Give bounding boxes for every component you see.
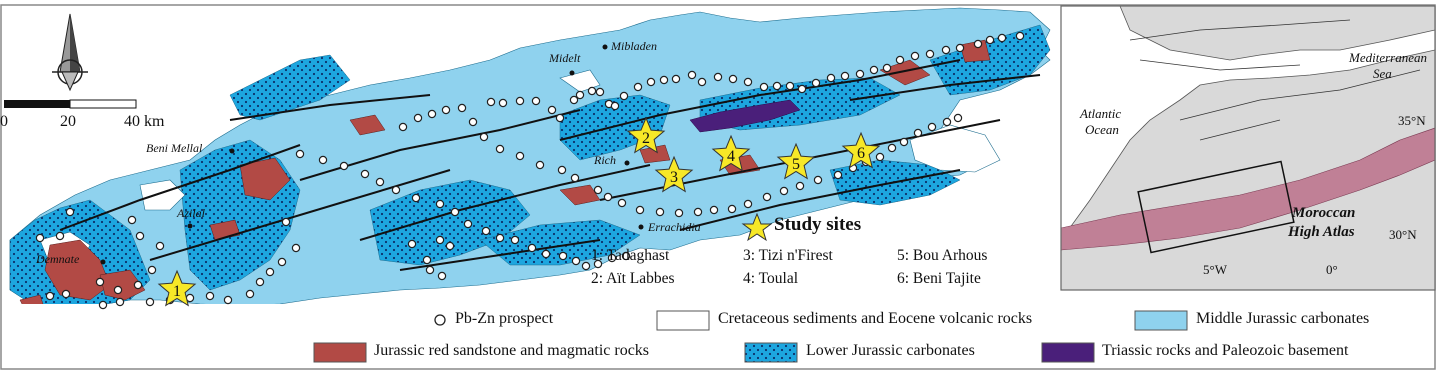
pbzn-prospect-marker	[399, 123, 406, 130]
pbzn-prospect-marker	[798, 85, 805, 92]
study-site-number: 6	[857, 145, 865, 162]
town-dot	[230, 149, 235, 154]
pbzn-prospect-marker	[974, 40, 981, 47]
inset-mediterranean: Mediterranean	[1349, 50, 1427, 65]
pbzn-prospect-marker	[773, 82, 780, 89]
pbzn-prospect-marker	[319, 156, 326, 163]
swatch-red-sandstone	[314, 343, 366, 362]
north-arrow-icon	[52, 14, 88, 90]
pbzn-prospect-marker	[572, 257, 579, 264]
pbzn-prospect-marker	[278, 258, 285, 265]
legend-triassic: Triassic rocks and Paleozoic basement	[1102, 342, 1349, 359]
pbzn-legend-icon	[435, 315, 445, 325]
pbzn-prospect-marker	[46, 292, 53, 299]
pbzn-prospect-marker	[672, 75, 679, 82]
study-site-number: 4	[727, 148, 735, 165]
pbzn-prospect-marker	[986, 36, 993, 43]
site-list-col3	[897, 244, 987, 290]
inset-sea: Sea	[1373, 66, 1392, 81]
legend-middle-jurassic: Middle Jurassic carbonates	[1196, 310, 1370, 327]
pbzn-prospect-marker	[558, 166, 565, 173]
pbzn-prospect-marker	[206, 292, 213, 299]
swatch-cretaceous	[657, 311, 709, 330]
pbzn-prospect-marker	[438, 272, 445, 279]
pbzn-prospect-marker	[943, 118, 950, 125]
pbzn-prospect-marker	[675, 209, 682, 216]
pbzn-prospect-marker	[423, 256, 430, 263]
scale-label-20: 20	[60, 113, 76, 130]
town-midelt: Midelt	[549, 51, 581, 65]
site-list-item: 4: Toulal	[743, 270, 799, 287]
inset-ocean: Ocean	[1085, 122, 1119, 137]
site-list-item: 6: Beni Tajite	[897, 270, 981, 287]
study-site-number: 3	[670, 169, 678, 186]
pbzn-prospect-marker	[412, 194, 419, 201]
main-map	[10, 8, 1050, 310]
pbzn-prospect-marker	[956, 44, 963, 51]
pbzn-prospect-marker	[256, 278, 263, 285]
pbzn-prospect-marker	[148, 266, 155, 273]
pbzn-prospect-marker	[436, 200, 443, 207]
pbzn-prospect-marker	[414, 114, 421, 121]
pbzn-prospect-marker	[780, 187, 787, 194]
pbzn-prospect-marker	[786, 82, 793, 89]
pbzn-prospect-marker	[728, 205, 735, 212]
study-site-number: 1	[173, 283, 181, 300]
pbzn-prospect-marker	[620, 92, 627, 99]
legend-red-sandstone: Jurassic red sandstone and magmatic rocks	[374, 342, 650, 359]
pbzn-prospect-marker	[634, 83, 641, 90]
pbzn-prospect-marker	[146, 298, 153, 305]
pbzn-prospect-marker	[480, 133, 487, 140]
pbzn-prospect-marker	[458, 104, 465, 111]
pbzn-prospect-marker	[570, 96, 577, 103]
pbzn-prospect-marker	[426, 266, 433, 273]
town-demnate: Demnate	[36, 252, 80, 266]
pbzn-prospect-marker	[729, 75, 736, 82]
inset-lat-35: 35°N	[1398, 113, 1426, 128]
pbzn-prospect-marker	[942, 46, 949, 53]
pbzn-prospect-marker	[896, 56, 903, 63]
study-site-number: 5	[792, 156, 800, 173]
site-list-item: 3: Tizi n'Firest	[743, 247, 833, 264]
pbzn-prospect-marker	[116, 298, 123, 305]
pbzn-prospect-marker	[710, 206, 717, 213]
inset-map	[1061, 6, 1435, 290]
pbzn-prospect-marker	[914, 129, 921, 136]
pbzn-prospect-marker	[856, 70, 863, 77]
town-azilal: Azilal	[177, 206, 206, 220]
pbzn-prospect-marker	[559, 252, 566, 259]
pbzn-prospect-marker	[376, 178, 383, 185]
pbzn-prospect-marker	[511, 236, 518, 243]
pbzn-prospect-marker	[516, 152, 523, 159]
site-list-item: 5: Bou Arhous	[897, 247, 988, 264]
pbzn-prospect-marker	[516, 97, 523, 104]
pbzn-prospect-marker	[694, 208, 701, 215]
swatch-triassic	[1042, 343, 1094, 362]
pbzn-prospect-marker	[576, 91, 583, 98]
pbzn-prospect-marker	[636, 206, 643, 213]
town-rich: Rich	[594, 153, 616, 167]
pbzn-prospect-marker	[556, 114, 563, 121]
inset-lon-0: 0°	[1326, 262, 1338, 277]
pbzn-prospect-marker	[532, 97, 539, 104]
study-site-number: 2	[642, 130, 650, 147]
pbzn-prospect-marker	[451, 208, 458, 215]
legend-pbzn: Pb-Zn prospect	[455, 310, 554, 327]
pbzn-prospect-marker	[282, 218, 289, 225]
swatch-middle-jurassic	[1135, 311, 1187, 330]
town-beni-mellal: Beni Mellal	[146, 141, 203, 155]
pbzn-prospect-marker	[900, 138, 907, 145]
town-dot	[570, 71, 575, 76]
pbzn-prospect-marker	[536, 161, 543, 168]
pbzn-prospect-marker	[647, 78, 654, 85]
pbzn-prospect-marker	[582, 262, 589, 269]
pbzn-prospect-marker	[763, 193, 770, 200]
pbzn-prospect-marker	[1016, 32, 1023, 39]
pbzn-prospect-marker	[714, 73, 721, 80]
inset-moroccan: Moroccan	[1292, 205, 1356, 221]
pbzn-prospect-marker	[292, 244, 299, 251]
pbzn-prospect-marker	[954, 114, 961, 121]
pbzn-prospect-marker	[361, 170, 368, 177]
pbzn-prospect-marker	[62, 290, 69, 297]
scale-label-0: 0	[0, 113, 8, 130]
pbzn-prospect-marker	[134, 281, 141, 288]
pbzn-prospect-marker	[464, 220, 471, 227]
pbzn-prospect-marker	[96, 278, 103, 285]
pbzn-prospect-marker	[99, 301, 106, 308]
pbzn-prospect-marker	[796, 182, 803, 189]
pbzn-prospect-marker	[340, 162, 347, 169]
town-dot	[639, 225, 644, 230]
pbzn-prospect-marker	[571, 174, 578, 181]
site-list-col1	[591, 244, 675, 290]
site-list-item: 1: Tadaghast	[591, 247, 670, 264]
pbzn-prospect-marker	[442, 106, 449, 113]
scale-bar	[4, 100, 136, 108]
inset-lat-30: 30°N	[1389, 227, 1417, 242]
pbzn-prospect-marker	[928, 123, 935, 130]
site-list-col2	[743, 244, 833, 290]
pbzn-prospect-marker	[618, 199, 625, 206]
pbzn-prospect-marker	[36, 234, 43, 241]
pbzn-prospect-marker	[496, 145, 503, 152]
pbzn-prospect-marker	[760, 83, 767, 90]
pbzn-prospect-marker	[998, 34, 1005, 41]
pbzn-prospect-marker	[246, 290, 253, 297]
pbzn-prospect-marker	[114, 286, 121, 293]
pbzn-prospect-marker	[496, 234, 503, 241]
pbzn-prospect-marker	[841, 72, 848, 79]
town-mibladen: Mibladen	[611, 39, 657, 53]
pbzn-prospect-marker	[812, 79, 819, 86]
pbzn-prospect-marker	[744, 200, 751, 207]
inset-high-atlas: High Atlas	[1288, 224, 1355, 240]
pbzn-prospect-marker	[296, 150, 303, 157]
town-dot	[603, 45, 608, 50]
pbzn-prospect-marker	[870, 66, 877, 73]
town-dot	[188, 224, 193, 229]
town-dot	[625, 161, 630, 166]
pbzn-prospect-marker	[428, 110, 435, 117]
pbzn-prospect-marker	[128, 216, 135, 223]
pbzn-prospect-marker	[698, 78, 705, 85]
pbzn-prospect-marker	[911, 52, 918, 59]
pbzn-prospect-marker	[446, 242, 453, 249]
pbzn-prospect-marker	[528, 244, 535, 251]
inset-atlantic: Atlantic	[1080, 106, 1122, 121]
pbzn-prospect-marker	[604, 193, 611, 200]
pbzn-prospect-marker	[926, 50, 933, 57]
pbzn-prospect-marker	[594, 186, 601, 193]
pbzn-prospect-marker	[266, 268, 273, 275]
pbzn-prospect-marker	[66, 208, 73, 215]
pbzn-prospect-marker	[56, 232, 63, 239]
site-list-item: 2: Aït Labbes	[591, 270, 675, 287]
scale-label-40: 40 km	[124, 113, 165, 130]
pbzn-prospect-marker	[883, 64, 890, 71]
pbzn-prospect-marker	[656, 208, 663, 215]
pbzn-prospect-marker	[136, 232, 143, 239]
pbzn-prospect-marker	[156, 242, 163, 249]
pbzn-prospect-marker	[436, 236, 443, 243]
pbzn-prospect-marker	[688, 71, 695, 78]
legend-cretaceous: Cretaceous sediments and Eocene volcanic rocks	[718, 310, 1033, 327]
pbzn-prospect-marker	[482, 227, 489, 234]
legend-lower-jurassic: Lower Jurassic carbonates	[806, 342, 975, 359]
pbzn-prospect-marker	[487, 98, 494, 105]
study-sites-title: Study sites	[774, 214, 862, 235]
pbzn-prospect-marker	[814, 176, 821, 183]
pbzn-prospect-marker	[548, 106, 555, 113]
pbzn-prospect-marker	[596, 88, 603, 95]
pbzn-prospect-marker	[611, 102, 618, 109]
town-errachidia: Errachidia	[648, 220, 701, 234]
pbzn-prospect-marker	[660, 76, 667, 83]
inset-lon-5w: 5°W	[1203, 262, 1227, 277]
pbzn-prospect-marker	[408, 240, 415, 247]
pbzn-prospect-marker	[827, 74, 834, 81]
pbzn-prospect-marker	[499, 99, 506, 106]
pbzn-prospect-marker	[392, 186, 399, 193]
pbzn-prospect-marker	[588, 87, 595, 94]
swatch-lower-jurassic	[745, 343, 797, 362]
pbzn-prospect-marker	[469, 118, 476, 125]
town-dot	[101, 260, 106, 265]
pbzn-prospect-marker	[834, 171, 841, 178]
pbzn-prospect-marker	[888, 144, 895, 151]
pbzn-prospect-marker	[224, 296, 231, 303]
pbzn-prospect-marker	[876, 153, 883, 160]
pbzn-prospect-marker	[542, 250, 549, 257]
pbzn-prospect-marker	[744, 78, 751, 85]
